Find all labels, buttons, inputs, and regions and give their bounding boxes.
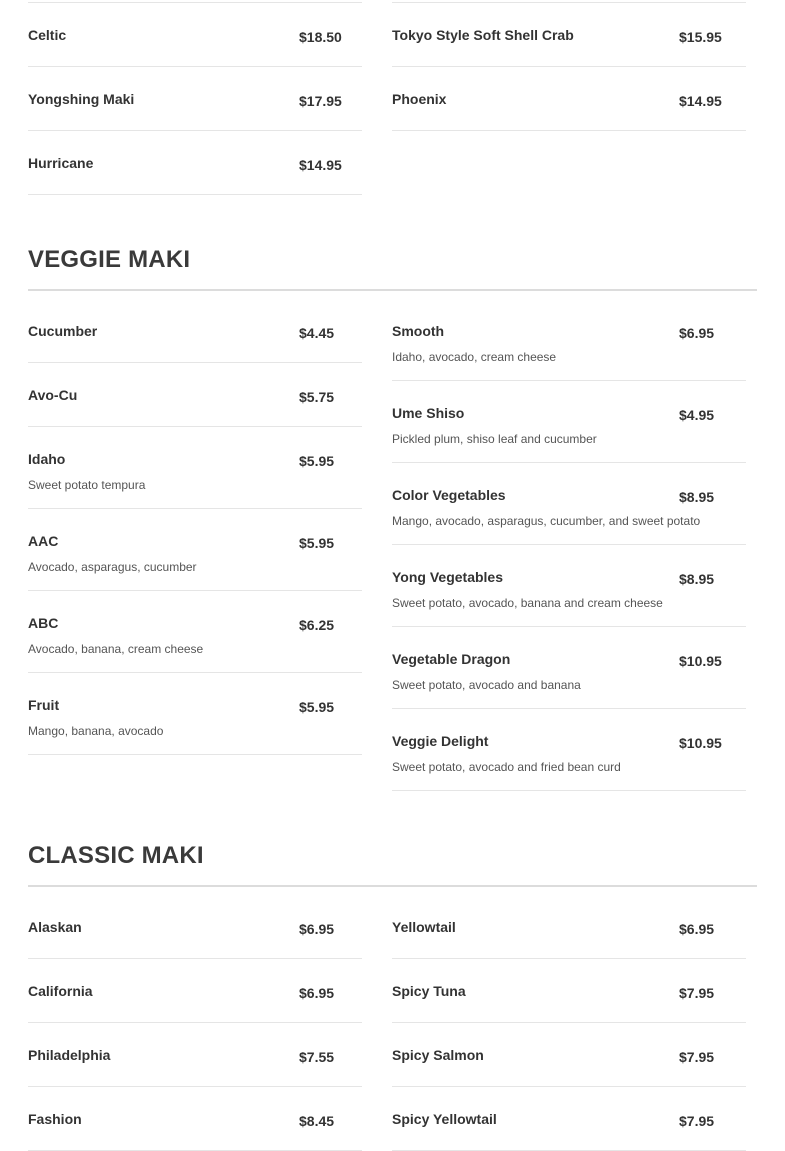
menu-item[interactable] <box>28 959 362 1023</box>
menu-item[interactable] <box>392 1023 746 1087</box>
item-price: $8.95 <box>679 571 715 587</box>
menu-item[interactable] <box>28 1087 362 1151</box>
item-description: Avocado, banana, cream cheese <box>28 642 204 656</box>
item-price: $10.95 <box>679 653 722 669</box>
item-price: $10.95 <box>679 735 722 751</box>
item-description: Mango, avocado, asparagus, cucumber, and sweet potato <box>392 514 701 528</box>
item-description: Sweet potato, avocado and banana <box>392 678 581 692</box>
item-price: $5.95 <box>299 699 335 715</box>
item-name: Cucumber <box>28 323 98 339</box>
item-name: Alaskan <box>28 919 82 935</box>
menu-item[interactable] <box>392 627 746 709</box>
menu-item[interactable] <box>392 381 746 463</box>
item-description: Pickled plum, shiso leaf and cucumber <box>392 432 597 446</box>
item-name: Avo-Cu <box>28 387 78 403</box>
item-price: $7.55 <box>299 1049 335 1065</box>
menu-item[interactable] <box>28 895 362 959</box>
item-description: Sweet potato, avocado, banana and cream cheese <box>392 596 663 610</box>
item-name: Ume Shiso <box>392 405 465 421</box>
item-description: Sweet potato, avocado and fried bean curd <box>392 760 621 774</box>
item-price: $6.25 <box>299 617 335 633</box>
item-price: $18.50 <box>299 29 342 45</box>
item-price: $15.95 <box>679 29 722 45</box>
item-name: AAC <box>28 533 59 549</box>
item-description: Idaho, avocado, cream cheese <box>392 350 557 364</box>
menu-item[interactable] <box>28 591 362 673</box>
item-name: Smooth <box>392 323 445 339</box>
item-description: Mango, banana, avocado <box>28 724 164 738</box>
item-name: Celtic <box>28 27 67 43</box>
item-name: Philadelphia <box>28 1047 111 1063</box>
menu-item[interactable] <box>392 709 746 791</box>
item-price: $5.95 <box>299 535 335 551</box>
item-name: Idaho <box>28 451 66 467</box>
item-price: $14.95 <box>299 157 342 173</box>
item-price: $8.45 <box>299 1113 335 1129</box>
item-name: Hurricane <box>28 155 94 171</box>
item-price: $7.95 <box>679 1113 715 1129</box>
item-price: $6.95 <box>299 921 335 937</box>
item-price: $4.45 <box>299 325 335 341</box>
menu-item[interactable] <box>392 959 746 1023</box>
item-price: $6.95 <box>299 985 335 1001</box>
item-name: Yong Vegetables <box>392 569 503 585</box>
menu-item[interactable] <box>392 3 746 67</box>
item-price: $17.95 <box>299 93 342 109</box>
item-price: $14.95 <box>679 93 722 109</box>
section-divider <box>28 885 757 887</box>
item-price: $7.95 <box>679 1049 715 1065</box>
item-price: $6.95 <box>679 921 715 937</box>
menu-column-left <box>28 895 362 1151</box>
menu-item[interactable] <box>28 131 362 195</box>
item-price: $7.95 <box>679 985 715 1001</box>
item-price: $8.95 <box>679 489 715 505</box>
item-name: Yellowtail <box>392 919 456 935</box>
item-name: Spicy Yellowtail <box>392 1111 497 1127</box>
item-price: $6.95 <box>679 325 715 341</box>
menu-item[interactable] <box>28 427 362 509</box>
menu-item[interactable] <box>28 1023 362 1087</box>
menu-column-left <box>28 299 362 755</box>
item-description: Sweet potato tempura <box>28 478 146 492</box>
menu-column-right <box>392 299 746 791</box>
menu-item[interactable] <box>392 895 746 959</box>
item-name: Fashion <box>28 1111 82 1127</box>
item-name: California <box>28 983 93 999</box>
menu-item[interactable] <box>392 1087 746 1151</box>
item-name: Vegetable Dragon <box>392 651 511 667</box>
menu-item[interactable] <box>28 299 362 363</box>
item-name: Color Vegetables <box>392 487 506 503</box>
item-name: Veggie Delight <box>392 733 489 749</box>
menu-item[interactable] <box>392 463 746 545</box>
item-price: $5.75 <box>299 389 335 405</box>
item-name: Spicy Tuna <box>392 983 466 999</box>
menu-item[interactable] <box>392 545 746 627</box>
menu-item[interactable] <box>28 67 362 131</box>
section-title-veggie-maki: VEGGIE MAKI <box>28 246 191 273</box>
item-name: Fruit <box>28 697 60 713</box>
item-name: Phoenix <box>392 91 447 107</box>
item-name: Spicy Salmon <box>392 1047 484 1063</box>
menu-column-left <box>28 3 362 195</box>
item-price: $4.95 <box>679 407 715 423</box>
item-name: ABC <box>28 615 59 631</box>
item-description: Avocado, asparagus, cucumber <box>28 560 197 574</box>
item-price: $5.95 <box>299 453 335 469</box>
menu-column-right <box>392 895 746 1151</box>
menu-item[interactable] <box>28 3 362 67</box>
menu-item[interactable] <box>28 509 362 591</box>
item-name: Yongshing Maki <box>28 91 135 107</box>
menu-item[interactable] <box>392 67 746 131</box>
menu-item[interactable] <box>392 299 746 381</box>
menu-item[interactable] <box>28 673 362 755</box>
menu-item[interactable] <box>28 363 362 427</box>
section-divider <box>28 289 757 291</box>
menu-column-right <box>392 3 746 131</box>
section-title-classic-maki: CLASSIC MAKI <box>28 842 204 869</box>
item-name: Tokyo Style Soft Shell Crab <box>392 27 574 43</box>
